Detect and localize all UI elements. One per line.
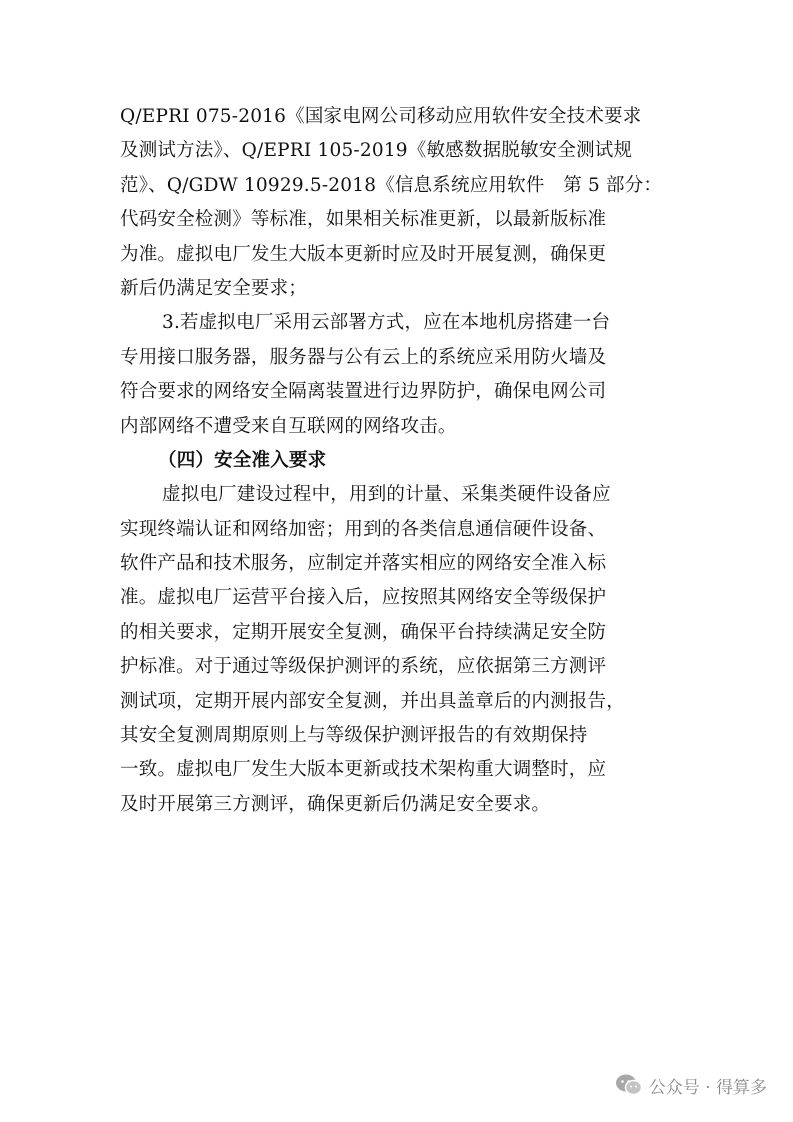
wechat-official-account-icon — [615, 1073, 643, 1097]
text-line: 内部网络不遭受来自互联网的网络攻击。 — [120, 415, 457, 437]
paragraph-access-requirements — [120, 478, 680, 822]
text-line: 护标准。对于通过等级保护测评的系统，应依据第三方测评 — [120, 656, 607, 678]
text-line: 及时开展第三方测评，确保更新后仍满足安全要求。 — [120, 793, 551, 815]
watermark — [615, 1070, 767, 1100]
text-line: 其安全复测周期原则上与等级保护测评报告的有效期保持 — [120, 725, 588, 747]
text-line: 虚拟电厂建设过程中，用到的计量、采集类硬件设备应 — [162, 484, 611, 506]
text-line: 符合要求的网络安全隔离装置进行边界防护，确保电网公司 — [120, 381, 607, 403]
text-line: 测试项，定期开展内部安全复测，并出具盖章后的内测报告， — [120, 690, 625, 712]
text-line: 软件产品和技术服务，应制定并落实相应的网络安全准入标 — [120, 553, 607, 575]
text-line: 准。虚拟电厂运营平台接入后，应按照其网络安全等级保护 — [120, 587, 607, 609]
text-line: Q/EPRI 075-2016《国家电网公司移动应用软件安全技术要求 — [120, 106, 642, 127]
text-line: 3.若虚拟电厂采用云部署方式，应在本地机房搭建一台 — [162, 312, 611, 334]
text-line: 代码安全检测》等标准，如果相关标准更新，以最新版标准 — [120, 209, 607, 231]
text-line: 专用接口服务器，服务器与公有云上的系统应采用防火墙及 — [120, 346, 607, 368]
text-line: 新后仍满足安全要求； — [120, 277, 308, 299]
text-line: 实现终端认证和网络加密；用到的各类信息通信硬件设备、 — [120, 518, 607, 540]
text-line: 为准。虚拟电厂发生大版本更新时应及时开展复测，确保更 — [120, 243, 607, 265]
paragraph-standards — [120, 100, 680, 306]
paragraph-cloud-deployment — [120, 306, 680, 444]
section-heading: （四）安全准入要求 — [158, 449, 327, 471]
text-line: 的相关要求，定期开展安全复测，确保平台持续满足安全防 — [120, 621, 607, 643]
text-line: 范》、Q/GDW 10929.5-2018《信息系统应用软件 第 5 部分： — [120, 174, 663, 196]
watermark-text: 公众号 · 得算多 — [648, 1077, 767, 1098]
text-line: 一致。虚拟电厂发生大版本更新或技术架构重大调整时，应 — [120, 759, 607, 781]
text-line: 及测试方法》、Q/EPRI 105-2019《敏感数据脱敏安全测试规 — [120, 140, 633, 162]
document-body — [120, 100, 680, 822]
